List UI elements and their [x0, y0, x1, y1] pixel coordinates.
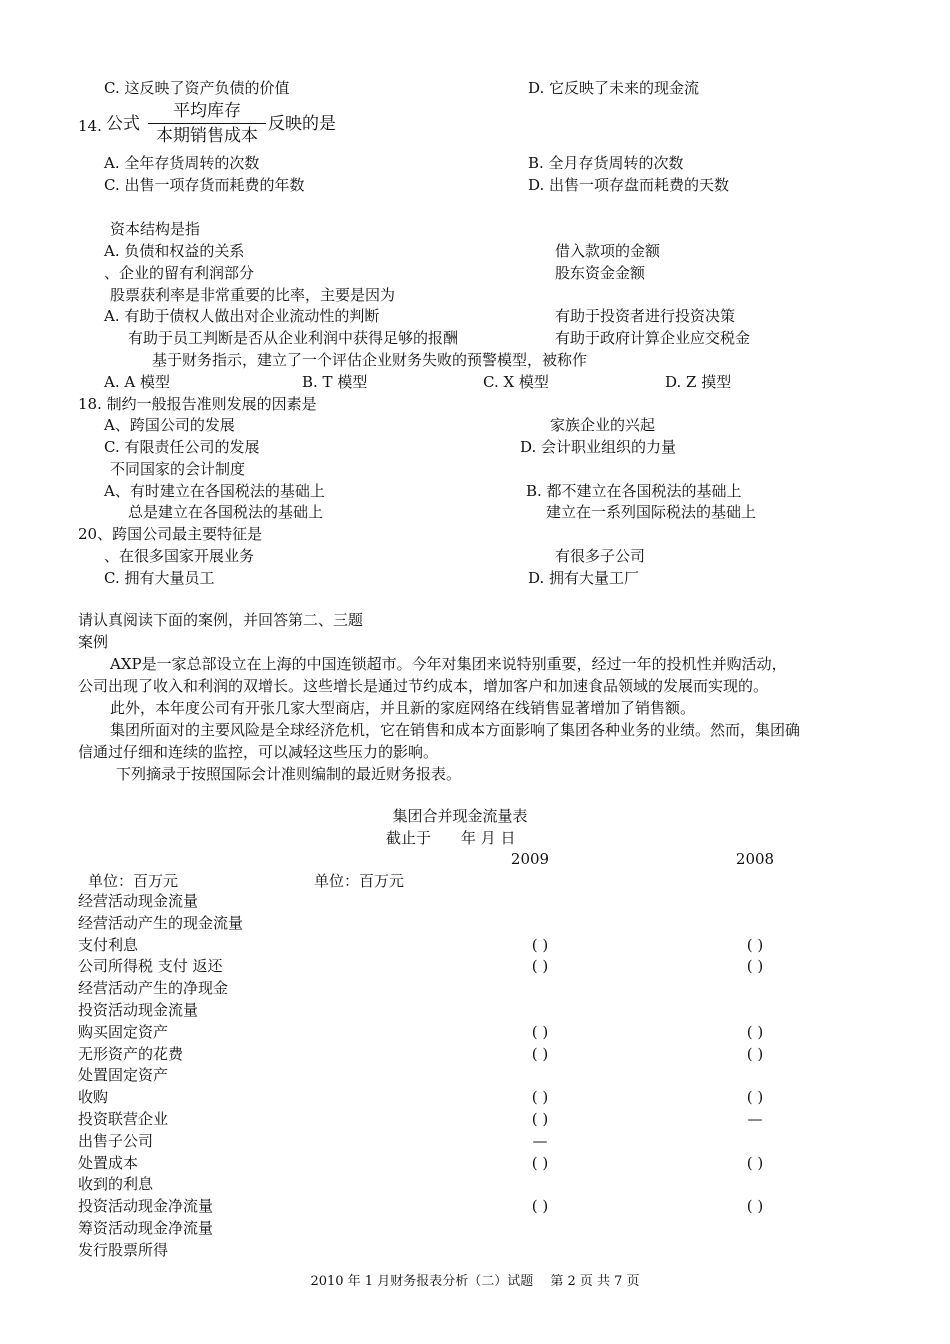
q16-option-c: 有助于员工判断是否从企业利润中获得足够的报酬 — [128, 329, 459, 347]
row-label: 发行股票所得 — [78, 1241, 169, 1259]
q19-stem: 不同国家的会计制度 — [110, 460, 246, 478]
row-label: 经营活动产生的净现金 — [78, 979, 229, 997]
row-label: 购买固定资产 — [78, 1023, 169, 1041]
q20-option-b: 有很多子公司 — [555, 547, 646, 565]
column-header-2009: 2009 — [510, 850, 550, 868]
row-label: 投资活动现金流量 — [78, 1001, 199, 1019]
statement-title: 集团合并现金流量表 — [392, 807, 528, 825]
q17-option-c: C. X 模型 — [483, 373, 549, 391]
row-label: 处置成本 — [78, 1154, 139, 1172]
row-label: 出售子公司 — [78, 1132, 154, 1150]
case-paragraph-3-cont: 信通过仔细和连续的监控，可以减轻这些压力的影响。 — [78, 743, 439, 761]
q20-option-d: D. 拥有大量工厂 — [528, 569, 640, 587]
row-label: 筹资活动现金净流量 — [78, 1219, 214, 1237]
q16-option-d: 有助于政府计算企业应交税金 — [555, 329, 751, 347]
cell-2009: ( ) — [531, 1045, 549, 1063]
cell-2009: ( ) — [531, 1197, 549, 1215]
cell-2008: ( ) — [746, 1197, 764, 1215]
q14-suffix: 反映的是 — [268, 114, 336, 134]
unit-label: 单位：百万元 — [314, 872, 405, 890]
q14-numerator: 平均库存 — [173, 101, 241, 121]
cell-2009: ( ) — [531, 1110, 549, 1128]
cell-2008: ( ) — [746, 1088, 764, 1106]
q13-option-d: D. 它反映了未来的现金流 — [528, 79, 700, 97]
q13-option-c: C. 这反映了资产负债的价值 — [104, 79, 290, 97]
cell-2008: — — [747, 1110, 763, 1128]
cell-2009: ( ) — [531, 1023, 549, 1041]
cell-2009: ( ) — [531, 957, 549, 975]
q15-option-c: 、企业的留有利润部分 — [104, 264, 255, 282]
q14-option-d: D. 出售一项存盘而耗费的天数 — [528, 176, 730, 194]
row-label: 经营活动现金流量 — [78, 892, 199, 910]
cell-2009: ( ) — [531, 1088, 549, 1106]
q17-option-a: A. A 模型 — [104, 373, 170, 391]
q15-stem: 资本结构是指 — [110, 220, 201, 238]
case-paragraph-1: AXP是一家总部设立在上海的中国连锁超市。今年对集团来说特别重要，经过一年的投机性并购活动， — [110, 655, 787, 673]
row-label: 经营活动产生的现金流量 — [78, 914, 244, 932]
q17-option-d: D. Z 摸型 — [665, 373, 732, 391]
q14-option-c: C. 出售一项存货而耗费的年数 — [104, 176, 305, 194]
fraction-bar — [148, 123, 266, 124]
column-header-2008: 2008 — [735, 850, 775, 868]
q17-stem: 基于财务指示，建立了一个评估企业财务失败的预警模型，被称作 — [152, 351, 588, 369]
q14-formula-fraction — [148, 100, 266, 147]
cell-2008: ( ) — [746, 1154, 764, 1172]
q15-option-b: 借入款项的金额 — [555, 242, 661, 260]
row-label: 收购 — [78, 1088, 109, 1106]
q19-option-d: 建立在一系列国际税法的基础上 — [546, 503, 757, 521]
cell-2008: ( ) — [746, 1045, 764, 1063]
q18-option-d: D. 会计职业组织的力量 — [520, 438, 677, 456]
cell-2008: ( ) — [746, 936, 764, 954]
q20-option-a: 、在很多国家开展业务 — [104, 547, 255, 565]
q14-option-b: B. 全月存货周转的次数 — [528, 154, 684, 172]
q19-option-b: B. 都不建立在各国税法的基础上 — [526, 482, 742, 500]
q20-option-c: C. 拥有大量员工 — [104, 569, 215, 587]
row-label: 无形资产的花费 — [78, 1045, 184, 1063]
case-paragraph-1-cont: 公司出现了收入和利润的双增长。这些增长是通过节约成本，增加客户和加速食品领域的发展而实现的。 — [78, 677, 769, 695]
q18-option-a: A、跨国公司的发展 — [104, 416, 235, 434]
case-paragraph-3: 集团所面对的主要风险是全球经济危机，它在销售和成本方面影响了集团各种业务的业绩。然而，集团确 — [110, 721, 801, 739]
cell-2009: ( ) — [531, 936, 549, 954]
q19-option-a: A、有时建立在各国税法的基础上 — [104, 482, 325, 500]
cell-2009: — — [532, 1132, 548, 1150]
q14-option-a: A. 全年存货周转的次数 — [104, 154, 260, 172]
q20-stem: 20、跨国公司最主要特征是 — [78, 525, 263, 543]
q14-prefix: 公式 — [106, 114, 140, 134]
case-paragraph-4: 下列摘录于按照国际会计准则编制的最近财务报表。 — [116, 765, 462, 783]
q18-option-b: 家族企业的兴起 — [550, 416, 656, 434]
case-label: 案例 — [78, 633, 109, 651]
q19-option-c: 总是建立在各国税法的基础上 — [128, 503, 324, 521]
cell-2009: ( ) — [531, 1154, 549, 1172]
row-label: 投资联营企业 — [78, 1110, 169, 1128]
statement-subtitle: 截止于 年 月 日 — [386, 829, 516, 847]
unit-label: 单位：百万元 — [88, 872, 179, 890]
q15-option-d: 股东资金金额 — [555, 264, 646, 282]
q14-number: 14. — [78, 117, 102, 135]
row-label: 投资活动现金净流量 — [78, 1197, 214, 1215]
q18-stem: 18. 制约一般报告准则发展的因素是 — [78, 395, 317, 413]
cell-2008: ( ) — [746, 957, 764, 975]
q18-option-c: C. 有限责任公司的发展 — [104, 438, 260, 456]
row-label: 处置固定资产 — [78, 1066, 169, 1084]
q16-option-b: 有助于投资者进行投资决策 — [555, 307, 736, 325]
q16-stem: 股票获利率是非常重要的比率，主要是因为 — [110, 286, 396, 304]
q16-option-a: A. 有助于债权人做出对企业流动性的判断 — [104, 307, 380, 325]
row-label: 公司所得税 支付 返还 — [78, 957, 223, 975]
case-intro: 请认真阅读下面的案例，并回答第二、三题 — [78, 611, 364, 629]
page-footer: 2010 年 1 月财务报表分析（二）试题 第 2 页 共 7 页 — [310, 1274, 640, 1289]
row-label: 支付利息 — [78, 936, 139, 954]
cell-2008: ( ) — [746, 1023, 764, 1041]
q17-option-b: B. T 模型 — [302, 373, 368, 391]
row-label: 收到的利息 — [78, 1175, 154, 1193]
q14-denominator: 本期销售成本 — [156, 126, 258, 146]
case-paragraph-2: 此外，本年度公司有开张几家大型商店，并且新的家庭网络在线销售显著增加了销售额。 — [110, 699, 696, 717]
q15-option-a: A. 负债和权益的关系 — [104, 242, 245, 260]
